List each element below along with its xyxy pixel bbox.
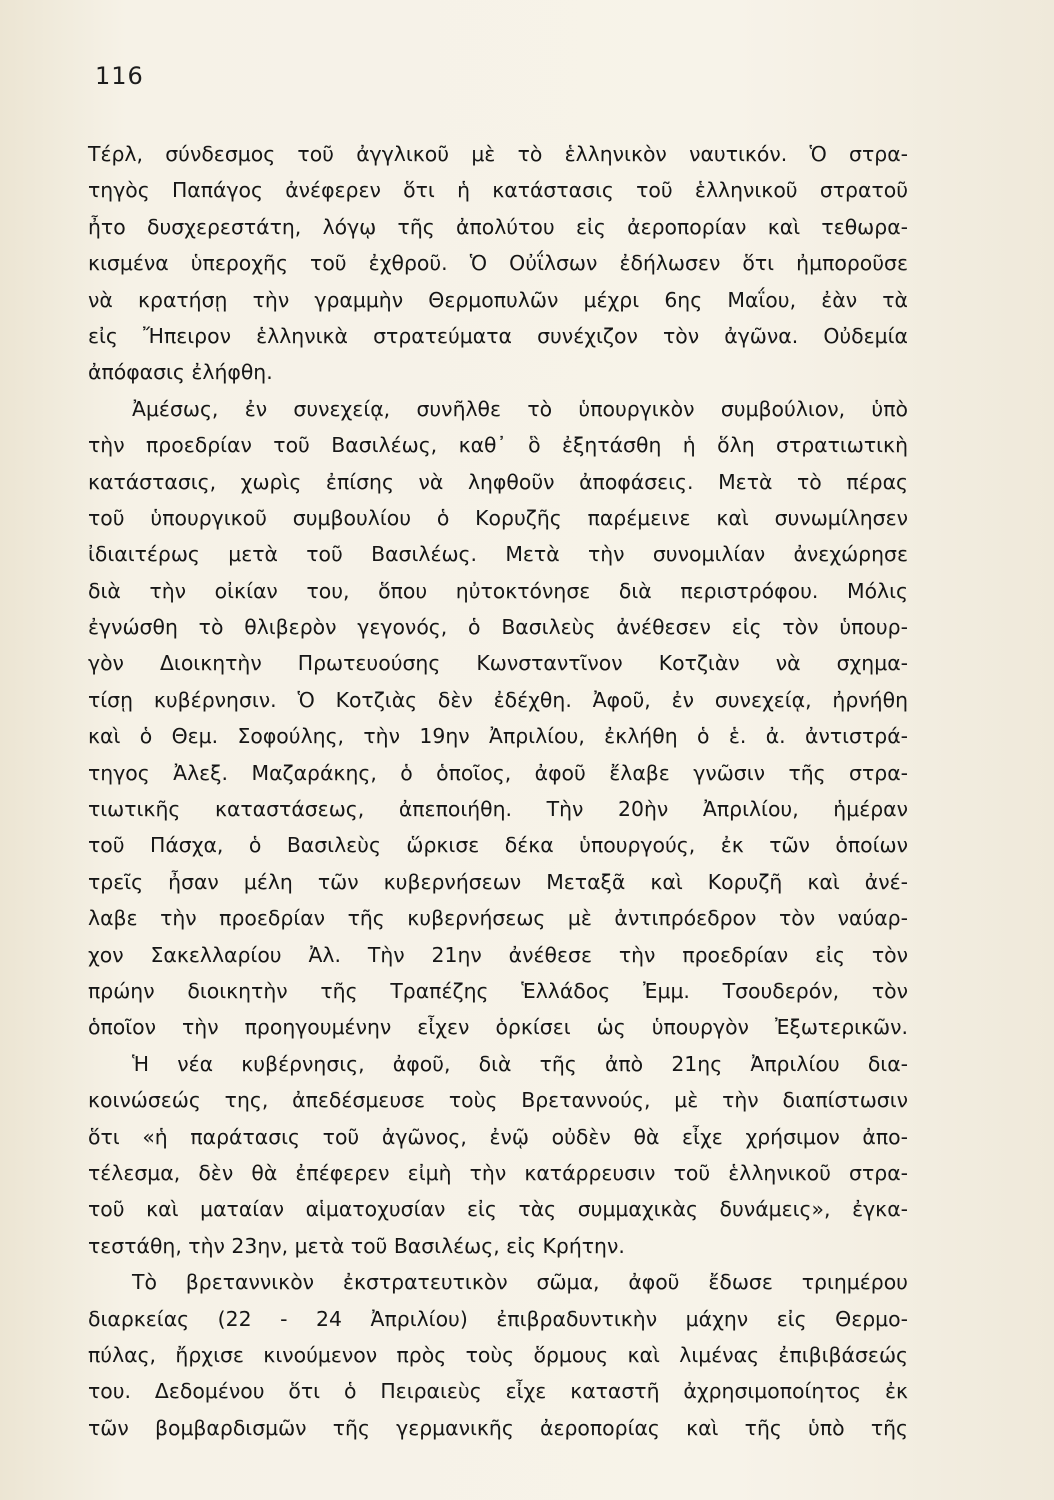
text-line: τέλεσμα, δὲν θὰ ἐπέφερεν εἰμὴ τὴν κατάρρευσιν τοῦ ἑλληνικοῦ στρα- bbox=[88, 1160, 908, 1185]
text-line: κοινώσεώς της, ἀπεδέσμευσε τοὺς Βρεταννούς, μὲ τὴν διαπίστωσιν bbox=[88, 1088, 908, 1113]
text-line: τοῦ καὶ ματαίαν αἱματοχυσίαν εἰς τὰς συμμαχικὰς δυνάμεις», ἐγκα- bbox=[88, 1197, 908, 1222]
text-line: ὅτι «ἡ παράτασις τοῦ ἀγῶνος, ἐνῷ οὐδὲν θὰ εἶχε χρήσιμον ἀπο- bbox=[88, 1124, 908, 1149]
text-line: Ἀμέσως, ἐν συνεχείᾳ, συνῆλθε τὸ ὑπουργικὸν συμβούλιον, ὑπὸ bbox=[132, 396, 908, 421]
text-line: εἰς Ἤπειρον ἑλληνικὰ στρατεύματα συνέχιζον τὸν ἀγῶνα. Οὐδεμία bbox=[88, 323, 908, 348]
text-line: ἐγνώσθη τὸ θλιβερὸν γεγονός, ὁ Βασιλεὺς ἀνέθεσεν εἰς τὸν ὑπουρ- bbox=[88, 615, 908, 640]
text-line: νὰ κρατήσῃ τὴν γραμμὴν Θερμοπυλῶν μέχρι 6ης Μαΐου, ἐὰν τὰ bbox=[88, 287, 908, 312]
text-line: πρώην διοικητὴν τῆς Τραπέζης Ἑλλάδος Ἐμμ. Τσουδερόν, τὸν bbox=[88, 978, 908, 1003]
text-line: τεστάθη, τὴν 23ην, μετὰ τοῦ Βασιλέως, εἰς Κρήτην. bbox=[88, 1233, 625, 1258]
text-line: τῶν βομβαρδισμῶν τῆς γερμανικῆς ἀεροπορίας καὶ τῆς ὑπὸ τῆς bbox=[88, 1415, 908, 1440]
text-line: τὴν προεδρίαν τοῦ Βασιλέως, καθ᾽ ὃ ἐξητάσθη ἡ ὅλη στρατιωτικὴ bbox=[88, 433, 908, 458]
text-line: ἀπόφασις ἐλήφθη. bbox=[88, 360, 273, 385]
text-line: τιωτικῆς καταστάσεως, ἀπεποιήθη. Τὴν 20ὴν Ἀπριλίου, ἡμέραν bbox=[88, 797, 908, 822]
text-line: γὸν Διοικητὴν Πρωτευούσης Κωνσταντῖνον Κοτζιὰν νὰ σχημα- bbox=[88, 651, 908, 676]
text-line: τηγος Ἀλεξ. Μαζαράκης, ὁ ὁποῖος, ἀφοῦ ἔλαβε γνῶσιν τῆς στρα- bbox=[88, 760, 908, 785]
text-line: διὰ τὴν οἰκίαν του, ὅπου ηὐτοκτόνησε διὰ περιστρόφου. Μόλις bbox=[88, 578, 908, 603]
text-line: χον Σακελλαρίου Ἀλ. Τὴν 21ην ἀνέθεσε τὴν προεδρίαν εἰς τὸν bbox=[88, 942, 908, 967]
text-line: Τέρλ, σύνδεσμος τοῦ ἀγγλικοῦ μὲ τὸ ἑλληνικὸν ναυτικόν. Ὁ στρα- bbox=[88, 142, 908, 166]
text-line: τηγὸς Παπάγος ἀνέφερεν ὅτι ἡ κατάστασις τοῦ ἑλληνικοῦ στρατοῦ bbox=[88, 178, 908, 203]
text-line: λαβε τὴν προεδρίαν τῆς κυβερνήσεως μὲ ἀντιπρόεδρον τὸν ναύαρ- bbox=[88, 906, 908, 931]
text-line: Ἡ νέα κυβέρνησις, ἀφοῦ, διὰ τῆς ἀπὸ 21ης Ἀπριλίου δια- bbox=[132, 1051, 908, 1076]
text-line: τρεῖς ἦσαν μέλη τῶν κυβερνήσεων Μεταξᾶ καὶ Κορυζῆ καὶ ἀνέ- bbox=[88, 869, 908, 894]
text-line: κισμένα ὑπεροχῆς τοῦ ἐχθροῦ. Ὁ Οὐΐλσων ἐδήλωσεν ὅτι ἠμποροῦσε bbox=[88, 251, 908, 276]
text-line: του. Δεδομένου ὅτι ὁ Πειραιεὺς εἶχε καταστῆ ἀχρησιμοποίητος ἐκ bbox=[88, 1379, 908, 1404]
paragraph-1 bbox=[88, 136, 908, 391]
text-line: ὁποῖον τὴν προηγουμένην εἶχεν ὁρκίσει ὡς ὑπουργὸν Ἐξωτερικῶν. bbox=[88, 1015, 908, 1040]
text-line: τοῦ ὑπουργικοῦ συμβουλίου ὁ Κορυζῆς παρέμεινε καὶ συνωμίλησεν bbox=[88, 505, 908, 530]
text-line: τίσῃ κυβέρνησιν. Ὁ Κοτζιὰς δὲν ἐδέχθη. Ἀφοῦ, ἐν συνεχείᾳ, ἠρνήθη bbox=[88, 687, 908, 712]
text-line: Τὸ βρεταννικὸν ἐκστρατευτικὸν σῶμα, ἀφοῦ ἔδωσε τριημέρου bbox=[132, 1270, 908, 1295]
paragraph-3 bbox=[88, 1046, 908, 1264]
paragraph-2 bbox=[88, 391, 908, 1046]
text-line: τοῦ Πάσχα, ὁ Βασιλεὺς ὥρκισε δέκα ὑπουργούς, ἐκ τῶν ὁποίων bbox=[88, 833, 908, 858]
text-line: ἰδιαιτέρως μετὰ τοῦ Βασιλέως. Μετὰ τὴν συνομιλίαν ἀνεχώρησε bbox=[88, 542, 908, 567]
body-text bbox=[88, 136, 908, 1446]
text-line: ἦτο δυσχερεστάτη, λόγῳ τῆς ἀπολύτου εἰς ἀεροπορίαν καὶ τεθωρα- bbox=[88, 214, 908, 239]
text-line: πύλας, ἤρχισε κινούμενον πρὸς τοὺς ὅρμους καὶ λιμένας ἐπιβιβάσεώς bbox=[88, 1342, 908, 1367]
page-number: 116 bbox=[95, 62, 144, 90]
text-line: διαρκείας (22 - 24 Ἀπριλίου) ἐπιβραδυντικὴν μάχην εἰς Θερμο- bbox=[88, 1306, 908, 1331]
paragraph-4 bbox=[88, 1264, 908, 1446]
text-line: καὶ ὁ Θεμ. Σοφούλης, τὴν 19ην Ἀπριλίου, ἐκλήθη ὁ ἑ. ἀ. ἀντιστρά- bbox=[88, 724, 908, 749]
text-line: κατάστασις, χωρὶς ἐπίσης νὰ ληφθοῦν ἀποφάσεις. Μετὰ τὸ πέρας bbox=[88, 469, 908, 494]
